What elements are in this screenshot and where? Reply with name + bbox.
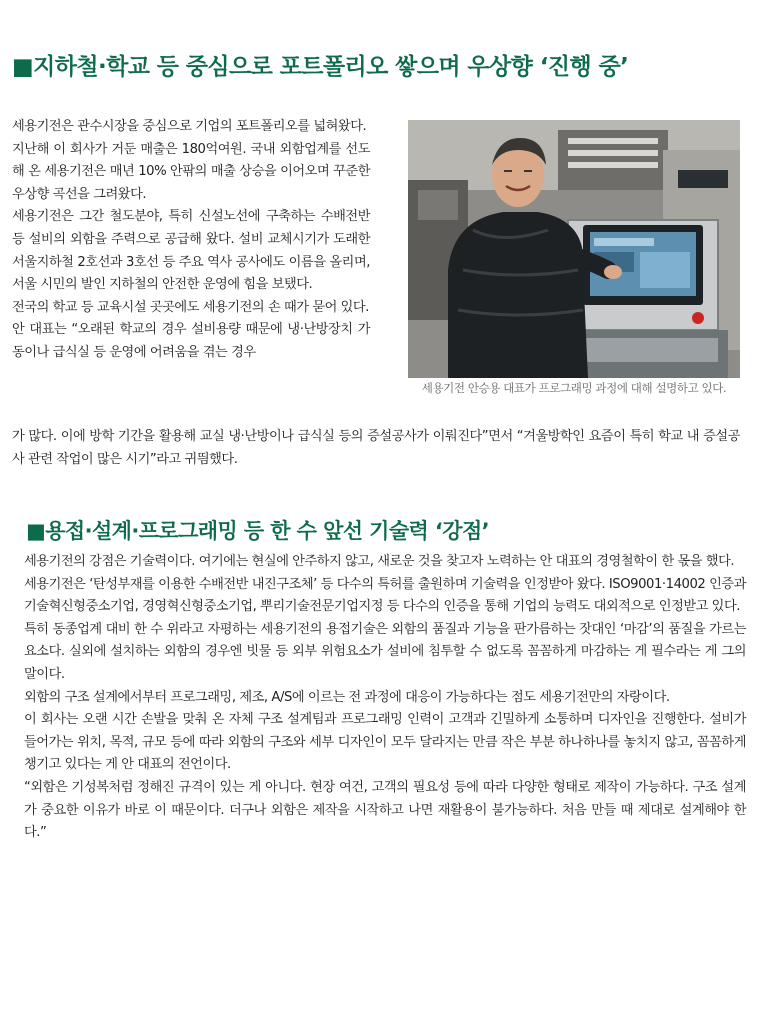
section1-paragraph-5b: 가 많다. 이에 방학 기간을 활용해 교실 냉·난방이나 급식실 등의 증설공사가 이뤄진다”면서 “겨울방학인 요즘이 특히 학교 내 증설공사 관련 작업이 많은 시기”라고 귀띔했다. — [12, 429, 740, 467]
section1-paragraph-1: 세용기전은 관수시장을 중심으로 기업의 포트폴리오를 넓혀왔다. — [12, 119, 367, 134]
section1-heading: ■지하철·학교 등 중심으로 포트폴리오 쌓으며 우상향 ‘진행 중’ — [12, 54, 629, 80]
section2-paragraph-5: 이 회사는 오랜 시간 손발을 맞춰 온 자체 구조 설계팀과 프로그래밍 인력이 고객과 긴밀하게 소통하며 디자인을 진행한다. 설비가 들어가는 위치, 목적, 규모 등에 따라 외함의 구조와 세부 디자인이 모두 달라지는 만큼 작은 부분 하나하나를 놓치지 않고, 꼼꼼하게 챙기고 있다는 게 안 대표의 전언이다. — [24, 712, 746, 773]
section2-paragraph-2: 세용기전은 ‘탄성부재를 이용한 수배전반 내진구조체’ 등 다수의 특허를 출원하며 기술력을 인정받아 왔다. ISO9001·14002 인증과 기술혁신형중소기업, 경영혁신형중소기업, 뿌리기술전문기업지정 등 다수의 인증을 통해 기업의 능력도 대외적으로 인정받고 있다. — [24, 576, 746, 615]
section2-paragraph-4: 외함의 구조 설계에서부터 프로그래밍, 제조, A/S에 이르는 전 과정에 대응이 가능하다는 점도 세용기전만의 자랑이다. — [24, 689, 670, 705]
section2-paragraph-1: 세용기전의 강점은 기술력이다. 여기에는 현실에 안주하지 않고, 새로운 것을 찾고자 노력하는 안 대표의 경영철학이 한 몫을 했다. — [24, 554, 735, 569]
section1-paragraph-4: 전국의 학교 등 교육시설 곳곳에도 세용기전의 손 때가 묻어 있다. — [12, 299, 369, 315]
ceo-photo — [408, 120, 740, 378]
section2-body — [24, 551, 746, 845]
section2-paragraph-6: “외함은 기성복처럼 정해진 규격이 있는 게 아니다. 현장 여건, 고객의 필요성 등에 따라 다양한 형태로 제작이 가능하다. 구조 설계가 중요한 이유가 바로 이 때문이다. 더구나 외함은 제작을 시작하고 나면 재활용이 불가능하다. 처음 만들 때 제대로 설계해야 한다.” — [24, 779, 746, 841]
section1-body-narrow — [12, 116, 370, 365]
section1-body-wide — [12, 426, 740, 471]
section1-paragraph-3: 세용기전은 그간 철도분야, 특히 신설노선에 구축하는 수배전반 등 설비의 외함을 주력으로 공급해 왔다. 설비 교체시기가 도래한 서울지하철 2호선과 3호선 등 주요 역사 공사에도 이름을 올리며, 서울 시민의 발인 지하철의 안전한 운영에 힘을 보탰다. — [12, 209, 370, 293]
photo-caption: 세용기전 안승용 대표가 프로그래밍 과정에 대해 설명하고 있다. — [421, 381, 727, 395]
section2-heading: ■용접·설계·프로그래밍 등 한 수 앞선 기술력 ‘강점’ — [26, 519, 490, 543]
section1-paragraph-5a: 안 대표는 “오래된 학교의 경우 설비용량 때문에 냉·난방장치 가동이나 급식실 등 운영에 어려움을 겪는 경우 — [12, 322, 370, 360]
section1-paragraph-2: 지난해 이 회사가 거둔 매출은 180억여원. 국내 외함업계를 선도해 온 세용기전은 매년 10% 안팎의 매출 상승을 이어오며 꾸준한 우상향 곡선을 그려왔다. — [12, 141, 370, 202]
section2-paragraph-3: 특히 동종업계 대비 한 수 위라고 자평하는 세용기전의 용접기술은 외함의 품질과 기능을 판가름하는 잣대인 ‘마감’의 품질을 가르는 요소다. 실외에 설치하는 외함의 경우엔 빗물 등 외부 위험요소가 설비에 침투할 수 없도록 꼼꼼하게 마감하는 게 필수라는 게 그의 말이다. — [24, 621, 746, 682]
